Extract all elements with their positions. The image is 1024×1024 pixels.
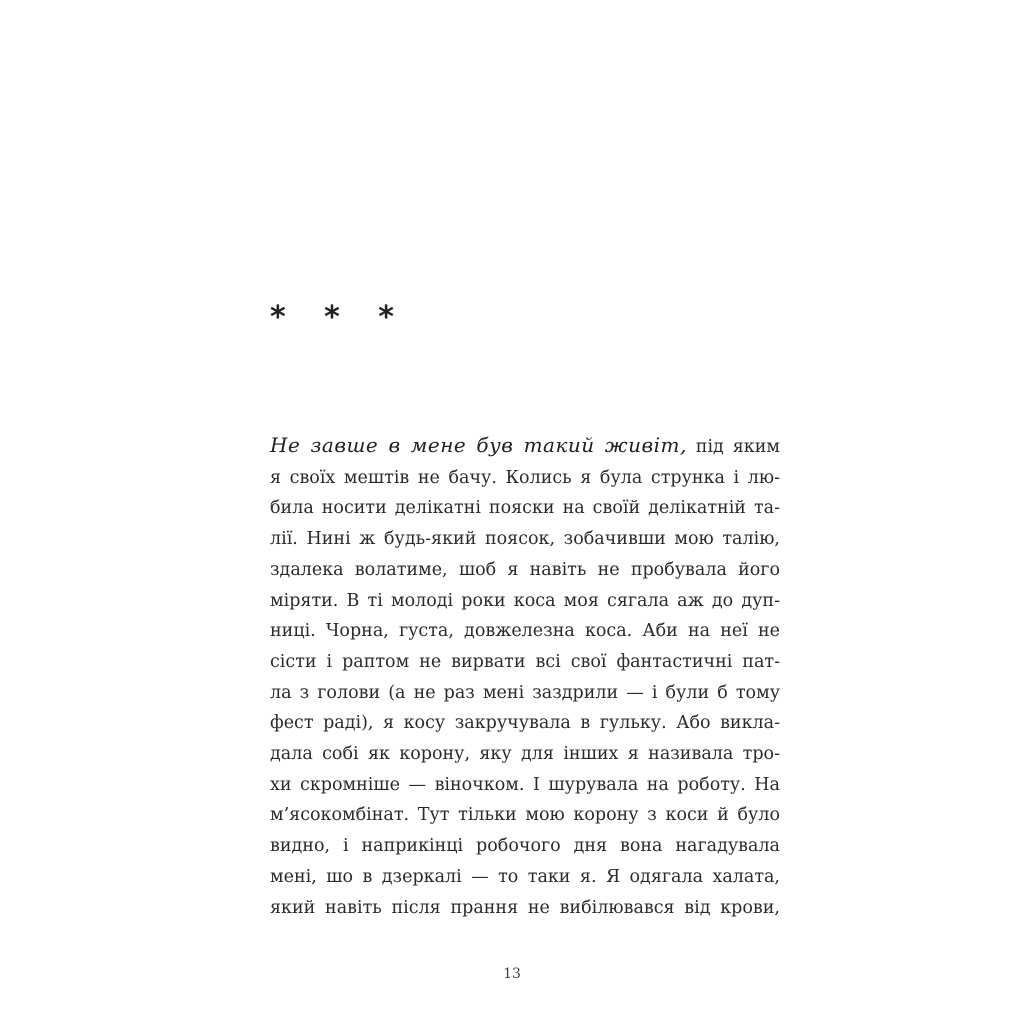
text-line: мені, шо в дзеркалі — то таки я. Я одягала халата,: [270, 866, 780, 887]
text-line: видно, і наприкінці робочого дня вона нагадувала: [270, 836, 780, 857]
text-line: дала собі як корону, яку для інших я називала тро-: [270, 744, 780, 765]
text-line: Не завше в мене був такий живіт, під яким: [270, 433, 780, 457]
page-number: 13: [503, 966, 521, 982]
text-line: ла з голови (а не раз мені заздрили — і були б тому: [270, 682, 780, 703]
handwritten-lead-in: Не завше в мене був такий живіт,: [270, 433, 687, 457]
text-line: м’ясокомбінат. Тут тільки мою корону з коси й було: [270, 805, 780, 826]
text-line: який навіть після прання не вибілювався від крови,: [270, 897, 780, 918]
text-line: міряти. В ті молоді роки коса моя сягала аж до дуп-: [270, 590, 780, 611]
section-break-asterisks: * * *: [270, 300, 408, 335]
text-line: ниці. Чорна, густа, довжелезна коса. Аби на неї не: [270, 621, 780, 642]
paragraph: [270, 430, 780, 923]
text-line: хи скромніше — віночком. І шурувала на роботу. На: [270, 774, 780, 795]
text-line: фест раді), я косу закручувала в гульку. Або викла-: [270, 713, 780, 734]
text-line: я своїх мештів не бачу. Колись я була струнка і лю-: [270, 467, 780, 488]
text-line: здалека волатиме, шоб я навіть не пробувала його: [270, 559, 780, 580]
text-line: била носити делікатні пояски на своїй делікатній та-: [270, 498, 780, 519]
text-line: сісти і раптом не вирвати всі свої фантастичні пат-: [270, 651, 780, 672]
text-line: лії. Нині ж будь-який поясок, зобачивши мою талію,: [270, 529, 780, 550]
